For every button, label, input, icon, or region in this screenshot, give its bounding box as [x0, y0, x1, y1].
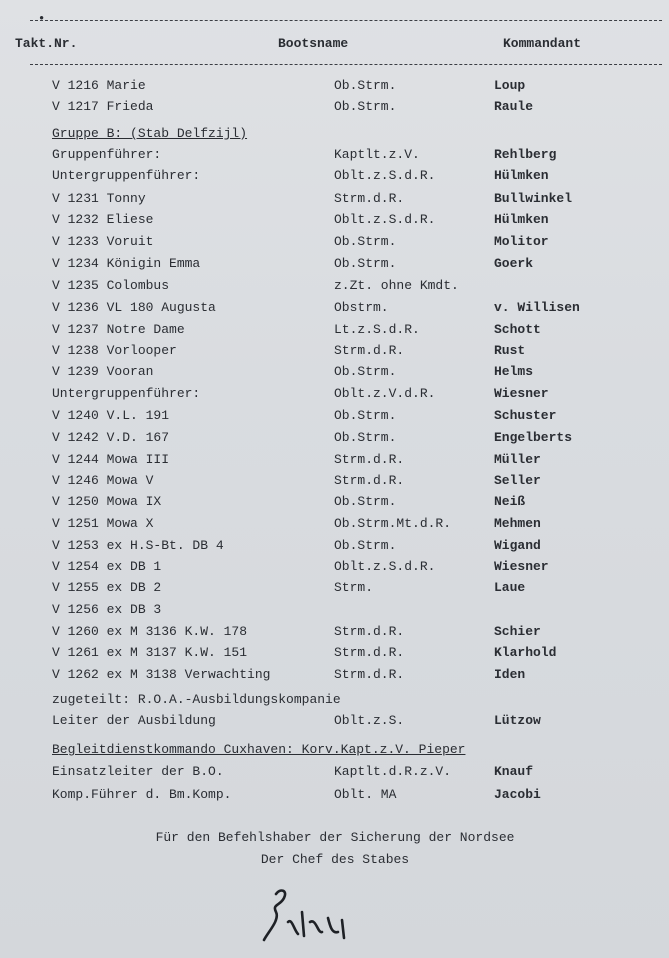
commander-cell: Laue	[494, 580, 526, 595]
rank-cell: Ob.Strm.	[334, 430, 397, 445]
commander-cell: Hülmken	[494, 212, 549, 227]
boat-number-cell: V 1239 Vooran	[52, 364, 154, 379]
rank-cell: Oblt.z.V.d.R.	[334, 386, 436, 401]
header-divider	[30, 64, 662, 65]
commander-cell: Schuster	[494, 408, 557, 423]
list-item	[0, 624, 669, 644]
boat-number-cell: V 1231 Tonny	[52, 191, 146, 206]
rank-cell: Strm.d.R.	[334, 452, 405, 467]
rank-cell: Lt.z.S.d.R.	[334, 322, 420, 337]
boat-number-cell: V 1260 ex M 3136 K.W. 178	[52, 624, 248, 639]
commander-cell: Müller	[494, 452, 541, 467]
commander-cell: Schott	[494, 322, 541, 337]
rank-cell: Ob.Strm.	[334, 99, 397, 114]
column-header-kommandant: Kommandant	[503, 36, 582, 51]
rank-cell: Strm.d.R.	[334, 473, 405, 488]
boat-number-cell: V 1251 Mowa X	[52, 516, 154, 531]
boat-number-cell: Einsatzleiter der B.O.	[52, 764, 224, 779]
list-item	[0, 364, 669, 384]
commander-cell: Rust	[494, 343, 526, 358]
rank-cell: Strm.d.R.	[334, 667, 405, 682]
commander-cell: Wigand	[494, 538, 541, 553]
commander-cell: Klarhold	[494, 645, 557, 660]
list-item	[0, 645, 669, 665]
rank-cell: Strm.d.R.	[334, 645, 405, 660]
list-item	[0, 147, 669, 167]
list-item	[0, 191, 669, 211]
rank-cell: Oblt.z.S.d.R.	[334, 168, 436, 183]
boat-number-cell: V 1236 VL 180 Augusta	[52, 300, 216, 315]
boat-number-cell: V 1216 Marie	[52, 78, 146, 93]
boat-number-cell: zugeteilt: R.O.A.-Ausbildungskompanie	[52, 692, 341, 707]
rank-cell: Kaptlt.z.V.	[334, 147, 420, 162]
commander-cell: Neiß	[494, 494, 526, 509]
handwritten-signature	[258, 882, 378, 952]
boat-number-cell: V 1255 ex DB 2	[52, 580, 162, 595]
column-header-taktnr: Takt.Nr.	[15, 36, 78, 51]
list-item	[0, 538, 669, 558]
top-divider	[30, 20, 662, 21]
list-item	[0, 580, 669, 600]
commander-cell: Rehlberg	[494, 147, 557, 162]
rank-cell: Ob.Strm.	[334, 234, 397, 249]
list-item	[0, 212, 669, 232]
list-item	[0, 408, 669, 428]
commander-cell: Wiesner	[494, 386, 549, 401]
rank-cell: Oblt.z.S.d.R.	[334, 559, 436, 574]
list-item	[0, 559, 669, 579]
boat-number-cell: V 1238 Vorlooper	[52, 343, 177, 358]
list-item	[0, 692, 669, 712]
boat-number-cell: V 1262 ex M 3138 Verwachting	[52, 667, 271, 682]
rank-cell: Ob.Strm.	[334, 256, 397, 271]
list-item	[0, 78, 669, 98]
corner-mark: •	[38, 12, 46, 26]
commander-cell: Knauf	[494, 764, 534, 779]
rank-cell: Oblt. MA	[334, 787, 397, 802]
commander-cell: Seller	[494, 473, 541, 488]
list-item	[0, 494, 669, 514]
commander-cell: Raule	[494, 99, 534, 114]
list-item	[0, 713, 669, 733]
list-item	[0, 278, 669, 298]
boat-number-cell: V 1217 Frieda	[52, 99, 154, 114]
commander-cell: Hülmken	[494, 168, 549, 183]
boat-number-cell: V 1261 ex M 3137 K.W. 151	[52, 645, 248, 660]
rank-cell: Strm.d.R.	[334, 624, 405, 639]
rank-cell: Ob.Strm.	[334, 538, 397, 553]
rank-cell: Ob.Strm.	[334, 364, 397, 379]
rank-cell: Ob.Strm.	[334, 408, 397, 423]
rank-cell: Ob.Strm.	[334, 494, 397, 509]
list-item	[0, 602, 669, 622]
commander-cell: Mehmen	[494, 516, 541, 531]
commander-cell: v. Willisen	[494, 300, 580, 315]
list-item	[0, 343, 669, 363]
boat-number-cell: Gruppenführer:	[52, 147, 162, 162]
rank-cell: Strm.d.R.	[334, 343, 405, 358]
list-item	[0, 787, 669, 807]
list-item	[0, 473, 669, 493]
boat-number-cell: Untergruppenführer:	[52, 168, 201, 183]
boat-number-cell: Begleitdienstkommando Cuxhaven: Korv.Kapt.z.V. Pieper	[52, 742, 466, 757]
list-item	[0, 452, 669, 472]
boat-number-cell: V 1234 Königin Emma	[52, 256, 201, 271]
boat-number-cell: Komp.Führer d. Bm.Komp.	[52, 787, 232, 802]
rank-cell: Oblt.z.S.	[334, 713, 405, 728]
commander-cell: Helms	[494, 364, 534, 379]
footer-line-2: Der Chef des Stabes	[260, 852, 410, 867]
rank-cell: Kaptlt.d.R.z.V.	[334, 764, 452, 779]
commander-cell: Bullwinkel	[494, 191, 573, 206]
list-item	[0, 430, 669, 450]
commander-cell: Molitor	[494, 234, 549, 249]
rank-cell: Ob.Strm.	[334, 78, 397, 93]
commander-cell: Jacobi	[494, 787, 541, 802]
list-item	[0, 667, 669, 687]
list-item	[0, 234, 669, 254]
commander-cell: Wiesner	[494, 559, 549, 574]
commander-cell: Iden	[494, 667, 526, 682]
list-item	[0, 126, 669, 146]
boat-number-cell: V 1232 Eliese	[52, 212, 154, 227]
boat-number-cell: V 1244 Mowa III	[52, 452, 170, 467]
rank-cell: z.Zt. ohne Kmdt.	[334, 278, 459, 293]
list-item	[0, 168, 669, 188]
rank-cell: Strm.d.R.	[334, 191, 405, 206]
list-item	[0, 742, 669, 762]
rank-cell: Obstrm.	[334, 300, 389, 315]
rank-cell: Oblt.z.S.d.R.	[334, 212, 436, 227]
footer-line-1: Für den Befehlshaber der Sicherung der Nordsee	[155, 830, 515, 845]
commander-cell: Goerk	[494, 256, 534, 271]
list-item	[0, 256, 669, 276]
list-item	[0, 300, 669, 320]
boat-number-cell: V 1253 ex H.S-Bt. DB 4	[52, 538, 224, 553]
boat-number-cell: V 1254 ex DB 1	[52, 559, 162, 574]
commander-cell: Schier	[494, 624, 541, 639]
boat-number-cell: Leiter der Ausbildung	[52, 713, 216, 728]
commander-cell: Loup	[494, 78, 526, 93]
boat-number-cell: V 1235 Colombus	[52, 278, 170, 293]
boat-number-cell: V 1242 V.D. 167	[52, 430, 170, 445]
list-item	[0, 386, 669, 406]
list-item	[0, 764, 669, 784]
column-header-bootsname: Bootsname	[278, 36, 349, 51]
boat-number-cell: V 1233 Voruit	[52, 234, 154, 249]
commander-cell: Lützow	[494, 713, 541, 728]
boat-number-cell: Untergruppenführer:	[52, 386, 201, 401]
list-item	[0, 516, 669, 536]
boat-number-cell: V 1256 ex DB 3	[52, 602, 162, 617]
list-item	[0, 322, 669, 342]
rank-cell: Ob.Strm.Mt.d.R.	[334, 516, 452, 531]
boat-number-cell: V 1250 Mowa IX	[52, 494, 162, 509]
commander-cell: Engelberts	[494, 430, 573, 445]
boat-number-cell: V 1240 V.L. 191	[52, 408, 170, 423]
list-item	[0, 99, 669, 119]
rank-cell: Strm.	[334, 580, 374, 595]
boat-number-cell: V 1237 Notre Dame	[52, 322, 185, 337]
boat-number-cell: Gruppe B: (Stab Delfzijl)	[52, 126, 248, 141]
boat-number-cell: V 1246 Mowa V	[52, 473, 154, 488]
